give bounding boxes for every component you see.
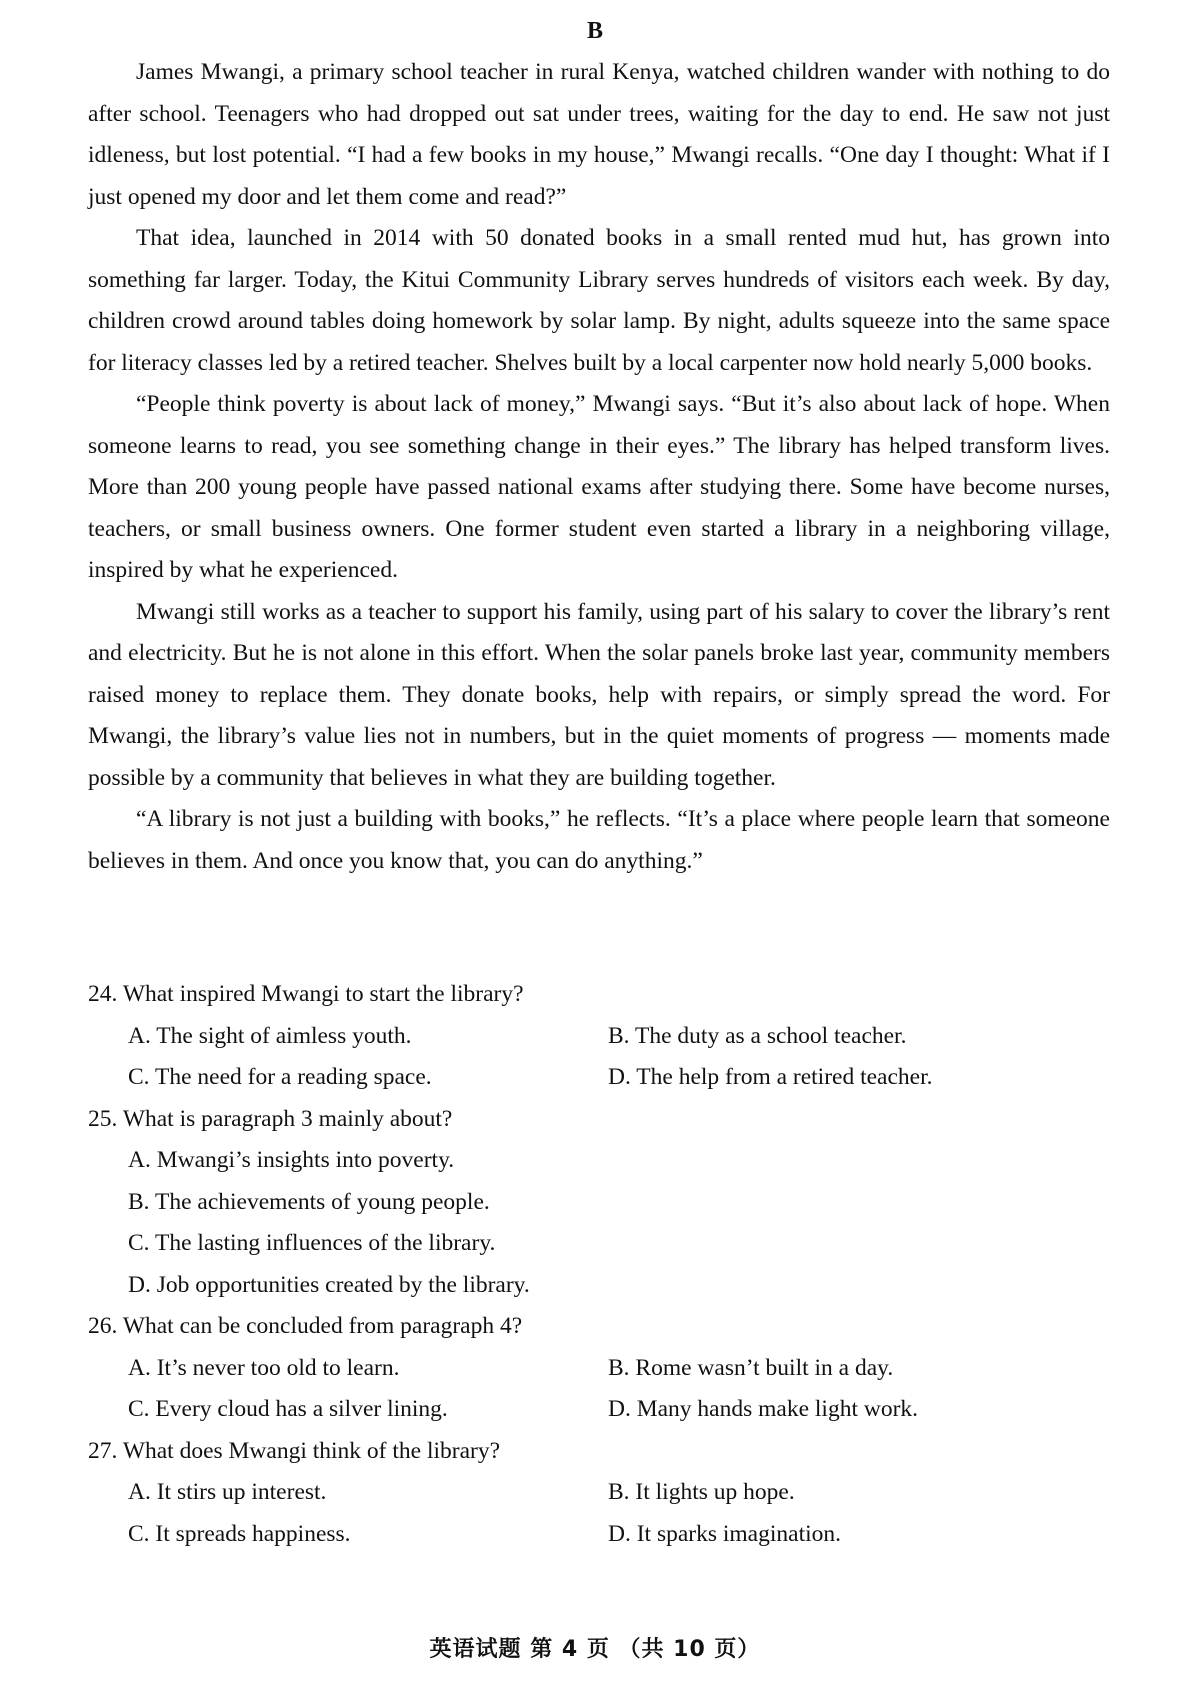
option-group (88, 1348, 1110, 1431)
option-c: C. Every cloud has a silver lining. (128, 1396, 448, 1422)
option-b: B. It lights up hope. (608, 1479, 795, 1505)
option-a: A. Mwangi’s insights into poverty. (128, 1147, 455, 1173)
option-a: A. It’s never too old to learn. (128, 1354, 400, 1381)
option-d: D. Many hands make light work. (608, 1396, 919, 1422)
option-b: B. Rome wasn’t built in a day. (608, 1354, 894, 1381)
question-stem: 25. What is paragraph 3 mainly about? (88, 1105, 453, 1132)
question-stem: 24. What inspired Mwangi to start the library? (88, 981, 524, 1007)
passage-paragraph-4: Mwangi still works as a teacher to support his family, using part of his salary to cover the library’s rent and electricity. But he is not alone in this effort. When the solar panels broke last year, community members raised money to replace them. They donate books, help with repairs, or simply spread the word. For Mwangi, the library’s value lies not in numbers, but in the quiet moments of progress — moments made possible by a community that believes in what they are building together. (88, 598, 1110, 791)
section-heading: B (586, 18, 603, 44)
question-26 (88, 1306, 1110, 1431)
question-stem: 26. What can be concluded from paragraph 4? (88, 1313, 523, 1339)
option-b: B. The duty as a school teacher. (608, 1022, 907, 1049)
passage-paragraph-2: That idea, launched in 2014 with 50 donated books in a small rented mud hut, has grown into something far larger. Today, the Kitui Community Library serves hundreds of visitors each week. By day, children crowd around tables doing homework by solar lamp. By night, adults squeeze into the same space for literacy classes led by a retired teacher. Shelves built by a local carpenter now hold nearly 5,000 books. (88, 225, 1110, 376)
option-d: D. Job opportunities created by the library. (128, 1271, 530, 1298)
question-25 (88, 1099, 1110, 1307)
page-footer: 英语试题 第 4 页 （共 10 页） (429, 1637, 761, 1662)
option-c: C. The need for a reading space. (128, 1064, 432, 1090)
option-d: D. The help from a retired teacher. (608, 1064, 933, 1090)
question-list (88, 974, 1110, 1555)
option-group (88, 1016, 1110, 1099)
option-b: B. The achievements of young people. (128, 1188, 490, 1215)
question-27 (88, 1431, 1110, 1556)
option-c: C. It spreads happiness. (128, 1520, 351, 1547)
question-stem: 27. What does Mwangi think of the library? (88, 1437, 501, 1464)
option-group (88, 1140, 1110, 1306)
option-c: C. The lasting influences of the library. (128, 1230, 496, 1256)
passage-paragraph-3: “People think poverty is about lack of money,” Mwangi says. “But it’s also about lack of hope. When someone learns to read, you see something change in their eyes.” The library has helped transform lives. More than 200 young people have passed national exams after studying there. Some have become nurses, teachers, or small business owners. One former student even started a library in a neighboring village, inspired by what he experienced. (88, 391, 1110, 583)
option-a: A. It stirs up interest. (128, 1479, 327, 1505)
option-d: D. It sparks imagination. (608, 1520, 842, 1547)
passage-paragraph-5: “A library is not just a building with books,” he reflects. “It’s a place where people learn that someone believes in them. And once you know that, you can do anything.” (88, 806, 1110, 874)
option-group (88, 1472, 1110, 1555)
option-a: A. The sight of aimless youth. (128, 1022, 412, 1049)
passage-paragraph-1: James Mwangi, a primary school teacher in rural Kenya, watched children wander with nothing to do after school. Teenagers who had dropped out sat under trees, waiting for the day to end. He saw not just idleness, but lost potential. “I had a few books in my house,” Mwangi recalls. “One day I thought: What if I just opened my door and let them come and read?” (88, 59, 1110, 210)
reading-passage (88, 52, 1110, 882)
question-24 (88, 974, 1110, 1099)
